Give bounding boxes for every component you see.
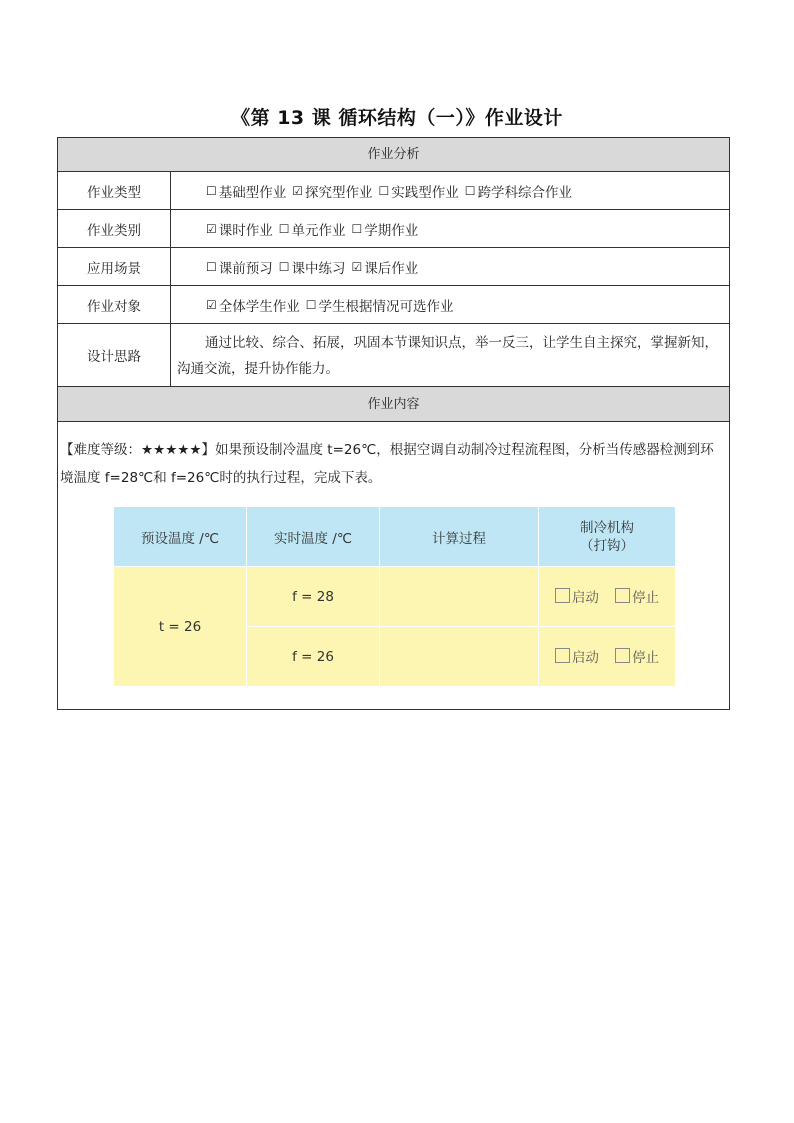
task-line-2: 境温度 f=28℃和 f=26℃时的执行过程，完成下表。 [60, 470, 382, 486]
option-label: 基础型作业 [218, 184, 287, 201]
option-optional[interactable] [306, 295, 454, 315]
design-idea-text [171, 324, 729, 386]
header-cooling-line-1: 制冷机构 [580, 519, 634, 536]
option-in-class[interactable] [279, 257, 346, 277]
checkbox-icon[interactable] [555, 648, 570, 663]
option-preview[interactable] [206, 257, 273, 277]
row-label: 作业对象 [58, 286, 171, 323]
checkbox-unchecked: ☐ [378, 183, 390, 198]
checkbox-unchecked: ☐ [351, 221, 363, 236]
content-header [58, 387, 729, 422]
cell-check [539, 627, 676, 687]
checkbox-unchecked: ☐ [305, 297, 317, 312]
cell-calc-input[interactable] [380, 627, 539, 687]
option-label: 课中练习 [291, 260, 346, 277]
cell-actual: f = 28 [247, 567, 380, 627]
option-label: 课时作业 [218, 222, 273, 239]
option-inquiry[interactable] [292, 181, 372, 201]
row-label: 作业类型 [58, 172, 171, 209]
stop-label: 停止 [632, 649, 660, 666]
option-lesson[interactable] [206, 219, 273, 239]
task-line-1: 【难度等级：★★★★★】如果预设制冷温度 t=26℃，根据空调自动制冷过程流程图，分析当传感器检测到环 [60, 442, 714, 458]
task-description [58, 436, 729, 492]
start-option[interactable] [555, 646, 599, 666]
option-label: 学期作业 [364, 222, 419, 239]
cell-check [539, 567, 676, 627]
cell-preset: t = 26 [114, 567, 247, 687]
checkbox-icon[interactable] [615, 648, 630, 663]
option-interdisciplinary[interactable] [465, 181, 572, 201]
answer-table [113, 506, 676, 687]
start-option[interactable] [555, 586, 599, 606]
stop-option[interactable] [615, 646, 659, 666]
analysis-header [58, 138, 729, 172]
analysis-header-label: 作业分析 [367, 147, 420, 162]
options-cell [171, 286, 729, 323]
option-label: 课前预习 [218, 260, 273, 277]
option-after-class[interactable] [352, 257, 419, 277]
options-cell [171, 248, 729, 285]
row-label: 作业类别 [58, 210, 171, 247]
option-label: 课后作业 [364, 260, 419, 277]
table-row [114, 567, 676, 627]
checkbox-icon[interactable] [555, 588, 570, 603]
row-scenario [58, 248, 729, 286]
row-homework-category [58, 210, 729, 248]
option-basic[interactable] [206, 181, 286, 201]
stop-option[interactable] [615, 586, 659, 606]
design-line-2: 沟通交流，提升协作能力。 [177, 361, 339, 377]
checkbox-unchecked: ☐ [278, 221, 290, 236]
page-title: 《第 13 课 循环结构（一）》作业设计 [231, 107, 563, 129]
option-label: 全体学生作业 [218, 298, 300, 315]
row-label: 设计思路 [58, 324, 171, 386]
homework-design-table [57, 137, 730, 710]
option-label: 学生根据情况可选作业 [318, 298, 454, 315]
checkbox-unchecked: ☐ [278, 259, 290, 274]
start-label: 启动 [571, 589, 599, 606]
option-label: 探究型作业 [305, 184, 373, 201]
header-calc: 计算过程 [380, 507, 539, 567]
row-design-idea [58, 324, 729, 387]
cell-calc-input[interactable] [380, 567, 539, 627]
cell-actual: f = 26 [247, 627, 380, 687]
checkbox-icon[interactable] [615, 588, 630, 603]
stop-label: 停止 [632, 589, 660, 606]
option-label: 单元作业 [291, 222, 346, 239]
option-label: 跨学科综合作业 [477, 184, 573, 201]
options-cell [171, 210, 729, 247]
header-actual: 实时温度 /℃ [247, 507, 380, 567]
option-practice[interactable] [379, 181, 459, 201]
row-label: 应用场景 [58, 248, 171, 285]
row-target [58, 286, 729, 324]
row-homework-type [58, 172, 729, 210]
checkbox-checked: ☑ [351, 259, 363, 274]
checkbox-checked: ☑ [206, 297, 217, 312]
header-cooling [539, 507, 676, 567]
checkbox-unchecked: ☐ [206, 183, 217, 198]
header-preset: 预设温度 /℃ [114, 507, 247, 567]
option-unit[interactable] [279, 219, 346, 239]
content-header-label: 作业内容 [367, 397, 420, 412]
option-all-students[interactable] [206, 295, 300, 315]
answer-table-header [114, 507, 676, 567]
checkbox-checked: ☑ [206, 221, 217, 236]
option-label: 实践型作业 [391, 184, 459, 201]
checkbox-unchecked: ☐ [464, 183, 476, 198]
header-cooling-line-2: （打钩） [580, 537, 634, 554]
checkbox-checked: ☑ [292, 183, 304, 198]
option-semester[interactable] [352, 219, 419, 239]
start-label: 启动 [571, 649, 599, 666]
options-cell [171, 172, 729, 209]
checkbox-unchecked: ☐ [206, 259, 217, 274]
design-line-1: 通过比较、综合、拓展，巩固本节课知识点，举一反三，让学生自主探究，掌握新知， [205, 335, 718, 351]
